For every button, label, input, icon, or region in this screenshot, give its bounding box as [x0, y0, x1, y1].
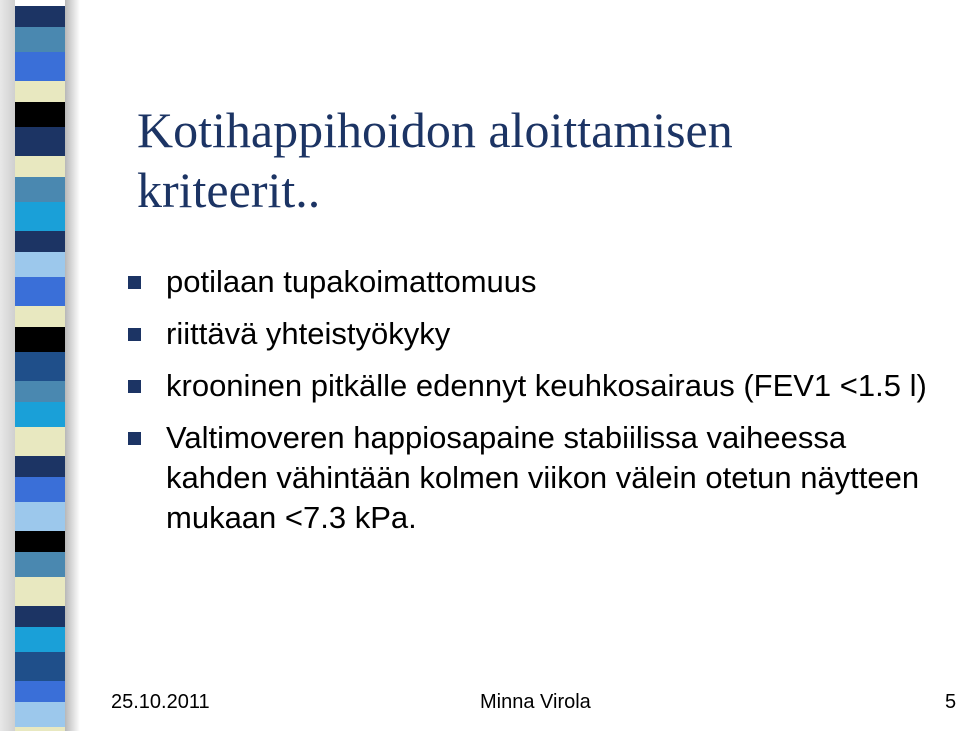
strip-block: [15, 6, 67, 27]
strip-block: [15, 502, 67, 531]
strip-block: [15, 81, 67, 102]
strip-block: [15, 681, 67, 702]
strip-block: [15, 552, 67, 577]
strip-block: [15, 627, 67, 652]
strip-block: [15, 252, 67, 277]
bullet-item: [128, 262, 928, 302]
strip-block: [15, 27, 67, 52]
strip-block: [15, 156, 67, 177]
strip-block: [15, 577, 67, 606]
strip-block: [15, 177, 67, 202]
footer-author: Minna Virola: [480, 691, 591, 713]
strip-block: [15, 477, 67, 502]
strip-block: [15, 102, 67, 127]
square-bullet-icon: [128, 380, 141, 393]
footer-date: 25.10.2011: [111, 691, 210, 713]
strip-block: [15, 456, 67, 477]
strip-block: [15, 127, 67, 156]
strip-block: [15, 606, 67, 627]
strip-block: [15, 352, 67, 381]
strip-block: [15, 652, 67, 681]
strip-block: [15, 202, 67, 231]
square-bullet-icon: [128, 432, 141, 445]
bullet-text: potilaan tupakoimattomuus: [166, 264, 537, 299]
strip-block: [15, 327, 67, 352]
bullet-list: [128, 262, 928, 550]
bullet-text: Valtimoveren happiosapaine stabiilissa vaiheessa kahden vähintään kolmen viikon välein otetun näytteen mukaan <7.3 kPa.: [166, 420, 920, 535]
strip-block: [15, 427, 67, 456]
strip-block: [15, 402, 67, 427]
bullet-item: [128, 418, 928, 538]
strip-block: [15, 306, 67, 327]
square-bullet-icon: [128, 328, 141, 341]
square-bullet-icon: [128, 276, 141, 289]
strip-block: [15, 231, 67, 252]
bullet-text: krooninen pitkälle edennyt keuhkosairaus (FEV1 <1.5 l): [166, 368, 927, 403]
decorative-strip: [0, 0, 80, 731]
bullet-text: riittävä yhteistyökyky: [166, 316, 451, 351]
bullet-item: [128, 366, 928, 406]
strip-blocks: [15, 0, 67, 731]
strip-block: [15, 277, 67, 306]
strip-block: [15, 52, 67, 81]
bullet-item: [128, 314, 928, 354]
slide-number: 5: [945, 691, 957, 713]
strip-block: [15, 702, 67, 727]
strip-edge: [0, 0, 15, 731]
strip-block: [15, 381, 67, 402]
strip-shadow: [65, 0, 80, 731]
slide-title: Kotihappihoidon aloittamisen kriteerit..: [137, 102, 733, 218]
strip-block: [15, 727, 67, 731]
strip-block: [15, 531, 67, 552]
